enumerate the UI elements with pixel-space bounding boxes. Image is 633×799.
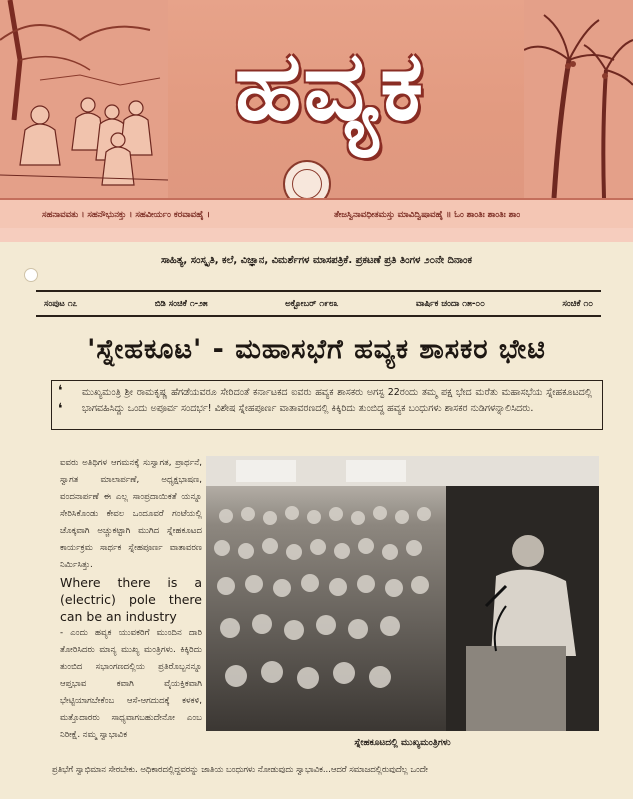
lead-box <box>51 380 603 430</box>
quote-mark-icon: ❛ <box>58 383 63 399</box>
issue-meta-row <box>36 296 601 312</box>
article-headline: 'ಸ್ನೇಹಕೂಟ' - ಮಹಾಸಭೆಗೆ ಹವ್ಯಕ ಶಾಸಕರ ಭೇಟಿ <box>87 334 546 365</box>
lead-text: ಮುಖ್ಯಮಂತ್ರಿ ಶ್ರೀ ರಾಮಕೃಷ್ಣ ಹೆಗಡೆಯವರೂ ಸೇರಿದಂತೆ ಕರ್ನಾಟಕದ ಐವರು ಹವ್ಯಕ ಶಾಸಕರು ಅಗಸ್ಟ 22ರಂದು ತಮ್ಮ ಪಕ್ಷ ಭೇದ ಮರೆತು ಮಹಾಸಭೆಯ ಸ್ನೇಹಕೂಟದಲ್ಲಿ ಭಾಗವಹಿಸಿದ್ದು ಒಂದು ಅಪೂರ್ವ ಸಂದರ್ಭ! ವಿಶೇಷ ಸ್ನೇಹಪೂರ್ಣ ವಾತಾವರಣದಲ್ಲಿ ಕಿಕ್ಕಿರಿದು ತುಂಬಿದ್ದ ಹವ್ಯಕ ಬಂಧುಗಳು ಶಾಸಕರ ನುಡಿಗಳನ್ನಾಲಿಸಿದರು. <box>82 387 592 414</box>
sages-illustration <box>0 0 168 198</box>
issue-price: ಬಿಡಿ ಸಂಚಿಕೆ ೧-೨೫ <box>154 299 208 309</box>
bottom-rule <box>36 315 601 317</box>
body-paragraph-2: - ಎಂದು ಹವ್ಯಕ ಯುವಕರಿಗೆ ಮುಂದಿನ ದಾರಿ ತೋರಿಸಿದರು ಮಾನ್ಯ ಮುಖ್ಯ ಮಂತ್ರಿಗಳು. ಕಿಕ್ಕಿರಿದು ತುಂಬಿದ ಸಭಾಂಗಣದಲ್ಲಿಯ ಪ್ರತಿರೊಬ್ಬನನ್ನೂ ಆಪ್ತಭಾವ ಕವಾಗಿ ವೈಯಕ್ತಿಕವಾಗಿ ಭೇಟ್ಟಿಯಾಗಬೇಕೆಂಬ ಆಸೆ-ಆಗದುದಕ್ಕೆ ಕಳಕಳಿ, ಮತ್ತೊದಾರರು ಸಾಧ್ಯವಾಗಬಹುದೇನೋ ಎಂಬ ನಿರೀಕ್ಷೆ. ನಮ್ಮ ಸ್ವಾಭಾವಿಕ <box>60 628 202 740</box>
motto-band <box>0 198 633 230</box>
body-paragraph-1: ಐವರು ಅತಿಥಿಗಳ ಆಗಮನಕ್ಕೆ ಸುಸ್ವಾಗತ, ಪ್ರಾರ್ಥನೆ, ಸ್ವಾಗತ ಮಾಲಾರ್ಪಣೆ, ಅಧ್ಯಕ್ಷಭಾಷಣ, ವಂದನಾರ್ಪಣೆ ಈ ಎಲ್ಲ ಸಾಂಪ್ರದಾಯಿಕತೆ ಯನ್ನೂ ಸೇರಿಸಿಕೊಂಡು ಕೇವಲ ಒಂದೂವರೆ ಗಂಟೆಯಲ್ಲಿ ಚೊಕ್ಕವಾಗಿ ಅಚ್ಚುಕಟ್ಟಾಗಿ ಮುಗಿದ ಸ್ನೇಹಕೂಟದ ಕಾರ್ಯಕ್ರಮ ಸಾರ್ಥಕ ಸ್ನೇಹಪೂರ್ಣ ವಾತಾವರಣ ನಿರ್ಮಿಸಿತ್ತು. <box>60 458 202 570</box>
crowd-photo-graphic <box>206 456 599 731</box>
seal-emblem <box>292 169 322 199</box>
quote-mark-icon: ❛ <box>58 401 63 417</box>
volume-label: ಸಂಪುಟ ೧೭ <box>44 299 78 309</box>
magazine-subtitle: ಸಾಹಿತ್ಯ, ಸಂಸ್ಕೃತಿ, ಕಲೆ, ವಿಜ್ಞಾನ, ವಿಮರ್ಶೆಗಳ ಮಾಸಪತ್ರಿಕೆ. ಪ್ರಕಟಣೆ ಪ್ರತಿ ತಿಂಗಳ ೨೦ನೇ ದಿನಾಂಕ <box>161 255 472 266</box>
pink-strip <box>0 228 633 242</box>
issue-number: ಸಂಚಿಕೆ ೧೦ <box>562 299 593 309</box>
annual-subscription: ವಾರ್ಷಿಕ ಚಂದಾ ೧೫-೦೦ <box>415 299 485 309</box>
photo-caption: ಸ್ನೇಹಕೂಟದಲ್ಲಿ ಮುಖ್ಯಮಂತ್ರಿಗಳು <box>354 738 451 748</box>
body-column <box>60 455 202 744</box>
magazine-title: ಹವ್ಯಕ <box>234 30 426 142</box>
event-photo <box>206 456 599 731</box>
body-english-quote: Where there is a (electric) pole there can be an industry <box>60 575 202 624</box>
punch-hole <box>24 268 38 282</box>
body-continuation: ಪ್ರತಿಭೆಗೆ ಸ್ವಾಭಿಮಾನ ಸೇರಬೇಕು. ಅಧಿಕಾರದಲ್ಲಿದ್ದವರನ್ನು ಜಾತಿಯ ಬಂಧುಗಳು ನೋಡುವುದು ಸ್ವಾಭಾವಿಕ...ಆದರೆ ಸಮಾಜದಲ್ಲಿರುವುದೆಲ್ಲ ಒಂದೇ <box>52 764 428 774</box>
motto-left: ಸಹನಾವವತು । ಸಹನೌಭುನಕ್ತು । ಸಹವೀರ್ಯಂ ಕರವಾವಹೈ । <box>42 210 210 220</box>
issue-date: ಅಕ್ಟೋಬರ್ ೧೯೮೩ <box>285 299 339 309</box>
top-rule <box>36 290 601 292</box>
motto-right: ತೇಜಸ್ವಿನಾವಧೀತಮಸ್ತು ಮಾವಿದ್ವಿಷಾವಹೈ ॥ ಓಂ ಶಾಂತಿಃ ಶಾಂತಿಃ ಶಾಂ <box>334 210 521 220</box>
palm-trees-illustration <box>524 0 633 198</box>
